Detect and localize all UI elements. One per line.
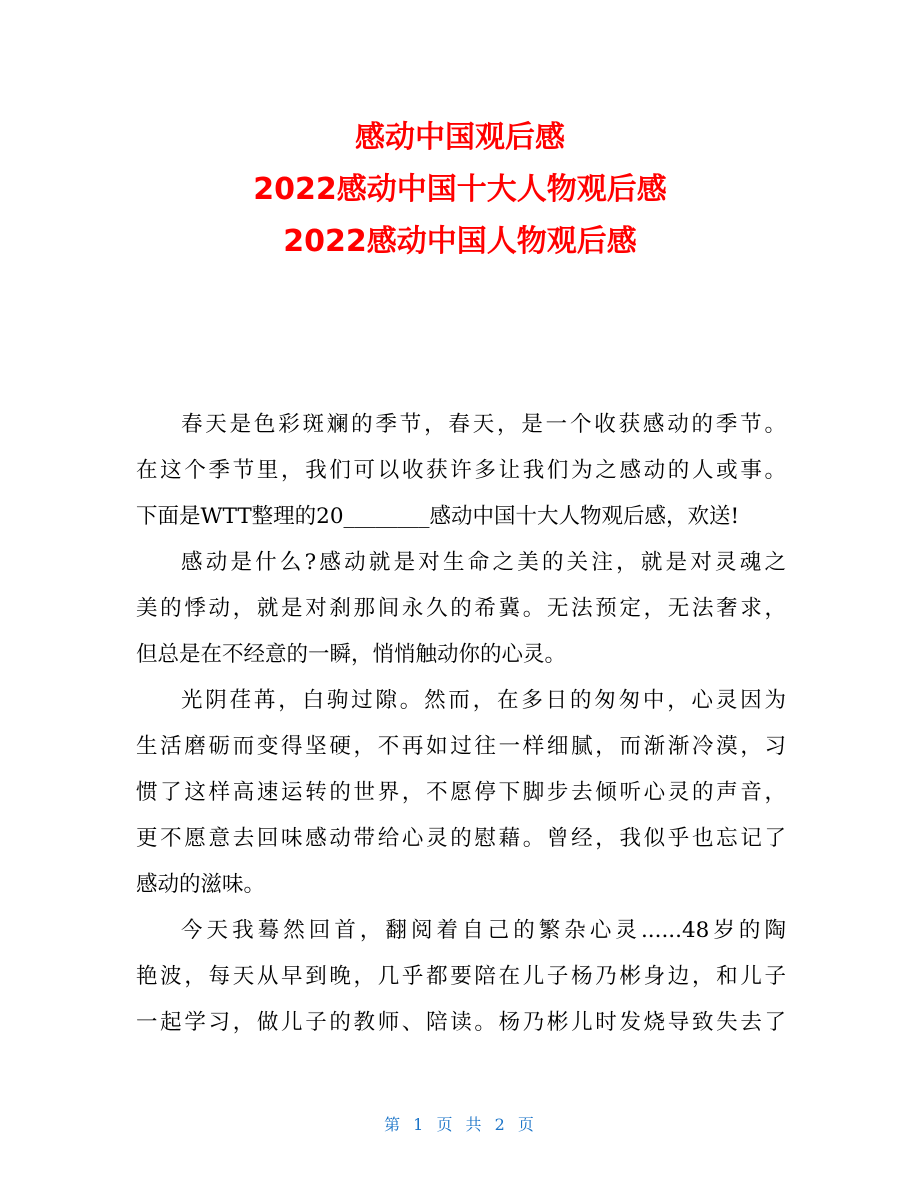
paragraph-3-line-1: 光阴荏苒，白驹过隙。然而，在多日的匆匆中，心灵因为 (181, 688, 786, 713)
paragraph-4-line-3: 一起学习，做儿子的教师、陪读。杨乃彬儿时发烧导致失去了 (136, 1010, 786, 1035)
paragraph-2-line-3: 但总是在不经意的一瞬，悄悄触动你的心灵。 (136, 642, 567, 667)
title-block (0, 112, 920, 268)
paragraph-4-line-2: 艳波，每天从早到晚，几乎都要陪在儿子杨乃彬身边，和儿子 (136, 964, 786, 989)
paragraph-1-line-3: 下面是WTT整理的20________感动中国十大人物观后感，欢送! (136, 504, 740, 529)
paragraph-3-line-3: 惯了这样高速运转的世界，不愿停下脚步去倾听心灵的声音， (136, 780, 786, 805)
body-text (136, 402, 786, 1046)
paragraph-1-line-1: 春天是色彩斑斓的季节，春天，是一个收获感动的季节。 (181, 412, 786, 437)
paragraph-3-line-4: 更不愿意去回味感动带给心灵的慰藉。曾经，我似乎也忘记了 (136, 826, 786, 851)
paragraph-4-line-1: 今天我蓦然回首，翻阅着自己的繁杂心灵......48岁的陶 (181, 918, 786, 943)
paragraph-2-line-1: 感动是什么?感动就是对生命之美的关注，就是对灵魂之 (181, 550, 786, 575)
paragraph-2-line-2: 美的悸动，就是对刹那间永久的希冀。无法预定，无法奢求， (136, 596, 786, 621)
paragraph-3-line-5: 感动的滋味。 (136, 872, 266, 897)
title-line-3: 2022感动中国人物观后感 (283, 224, 637, 259)
title-line-1: 感动中国观后感 (355, 120, 565, 155)
paragraph-1-line-2: 在这个季节里，我们可以收获许多让我们为之感动的人或事。 (136, 458, 786, 483)
page-indicator: 第 1 页 共 2 页 (384, 1115, 536, 1134)
title-line-2: 2022感动中国十大人物观后感 (253, 172, 667, 207)
paragraph-3-line-2: 生活磨砺而变得坚硬，不再如过往一样细腻，而渐渐冷漠，习 (136, 734, 786, 759)
